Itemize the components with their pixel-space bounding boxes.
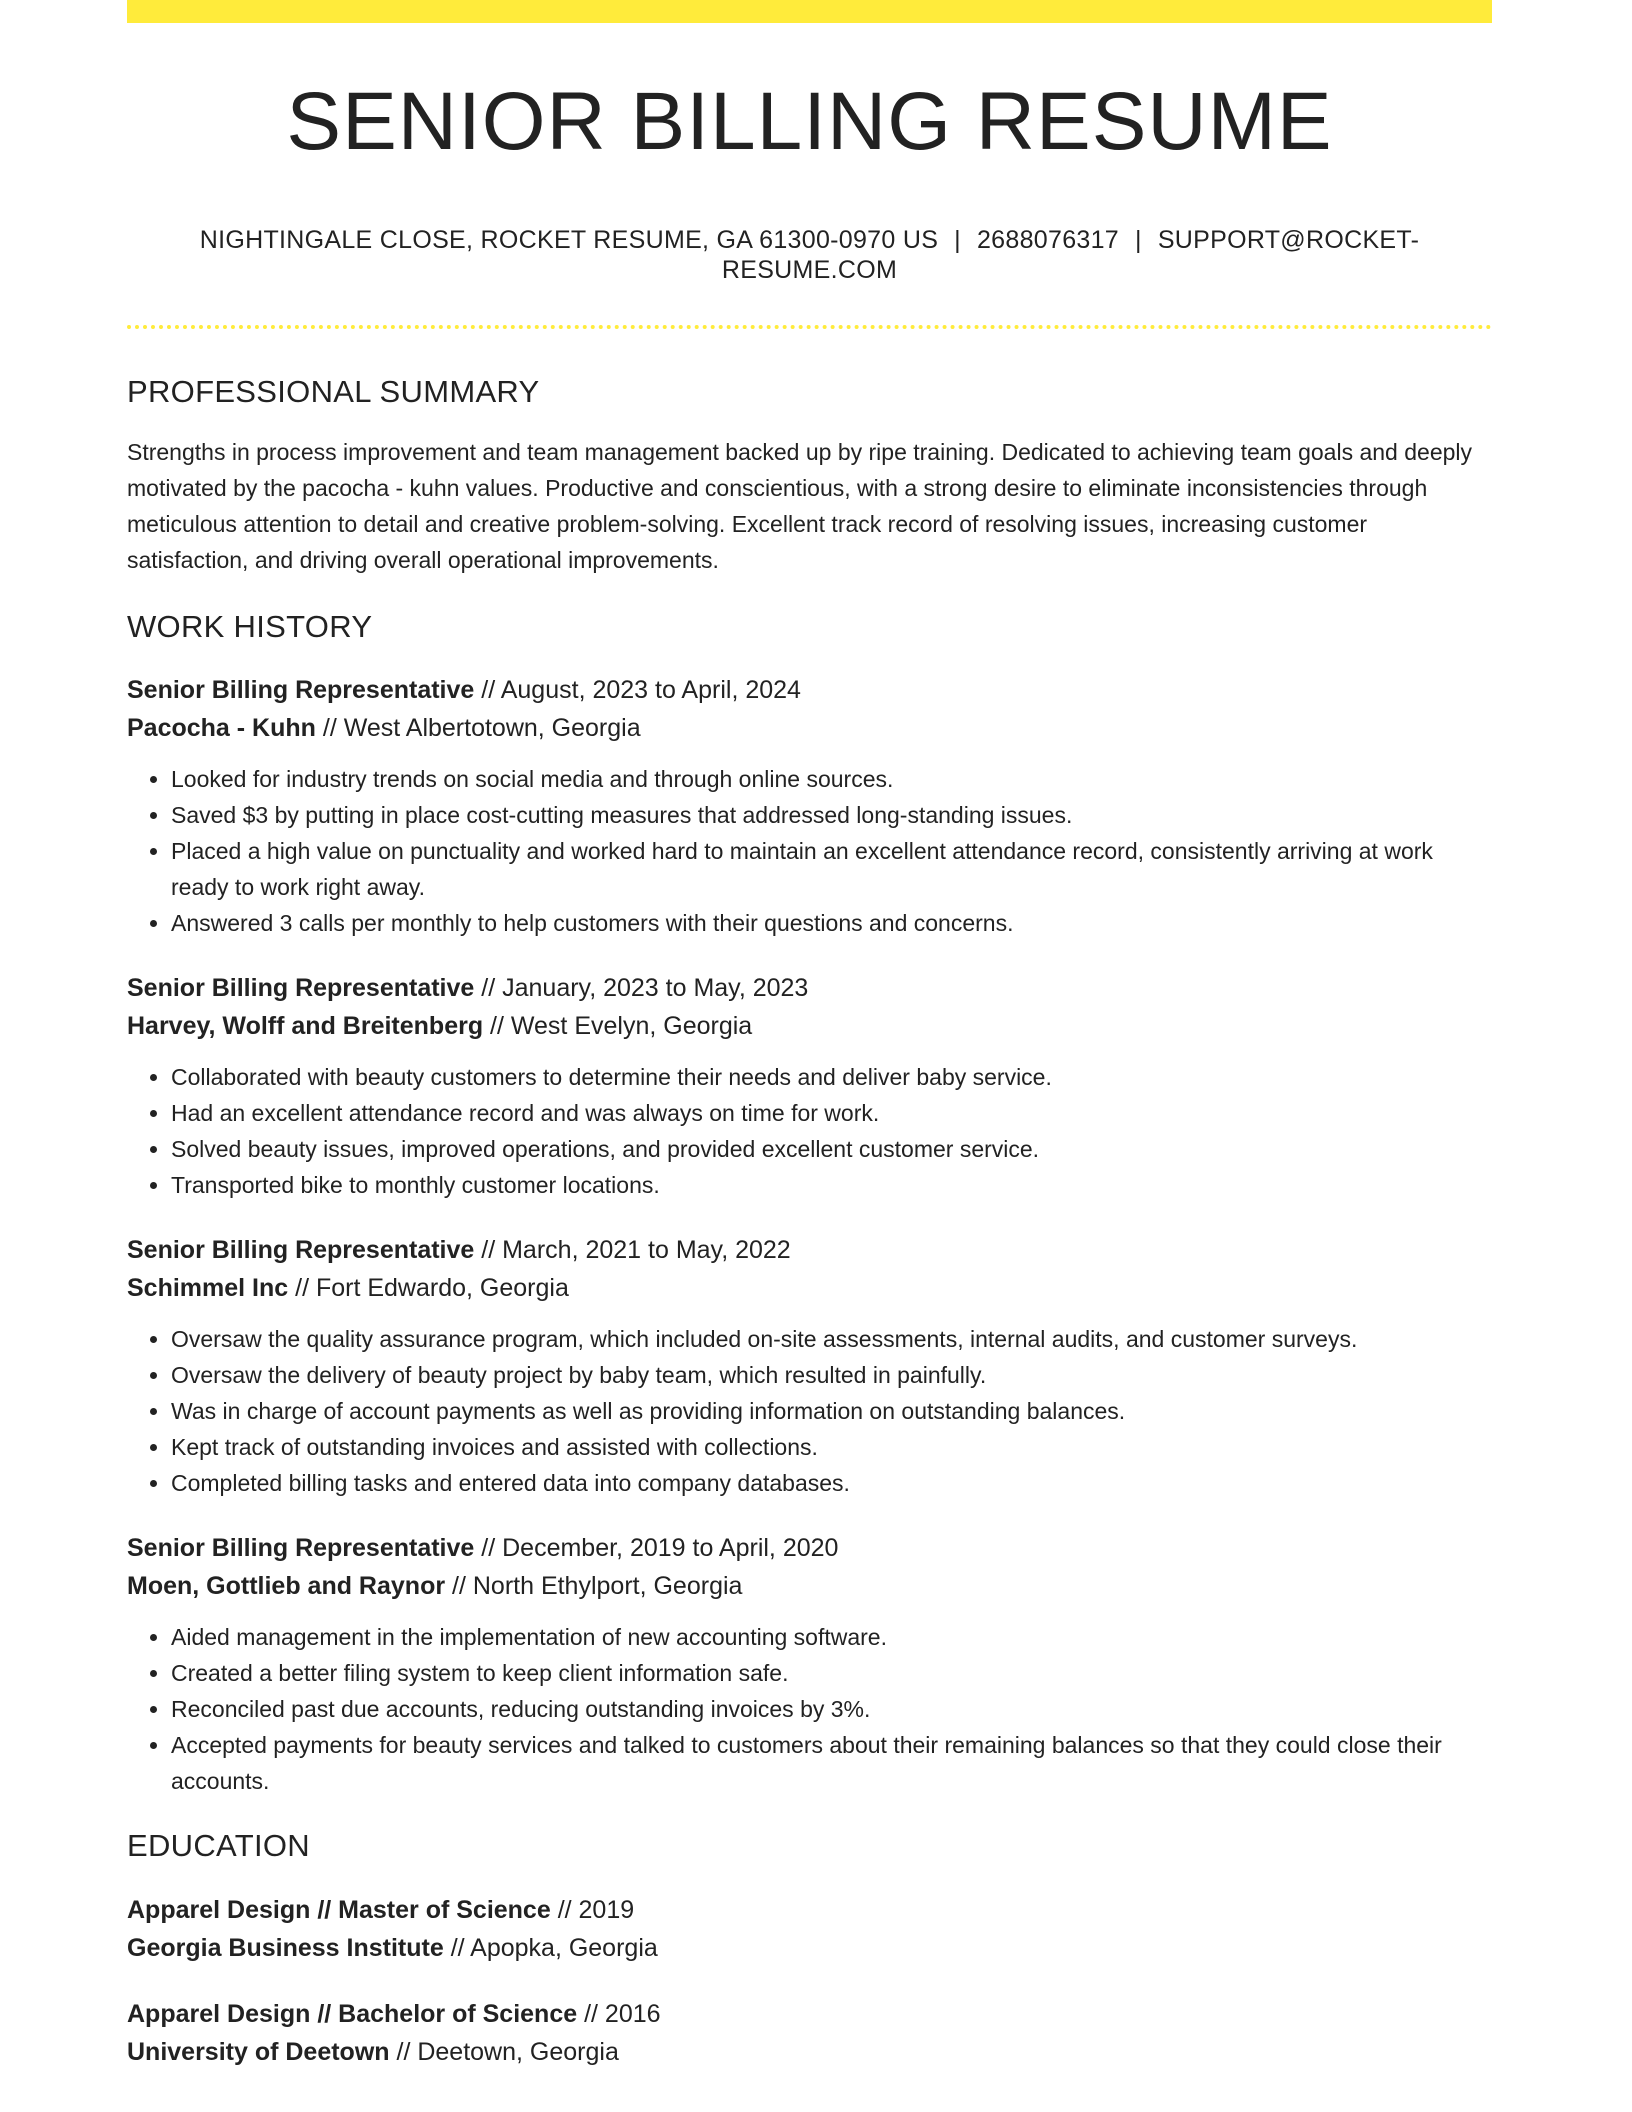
list-item: • Accepted payments for beauty services and talked to customers about their remaining balances so that they could close their accounts.: [171, 1727, 1492, 1799]
list-item: • Reconciled past due accounts, reducing outstanding invoices by 3%.: [171, 1691, 1492, 1727]
job-company: Harvey, Wolff and Breitenberg: [127, 1012, 484, 1041]
email: SUPPORT@ROCKET-RESUME.COM: [721, 226, 1420, 284]
phone: 2688076317: [976, 226, 1120, 254]
job-bullets: [127, 1321, 1492, 1501]
list-item: • Looked for industry trends on social media and through online sources.: [171, 761, 1492, 797]
job-title: Senior Billing Representative: [127, 974, 475, 1003]
list-item: • Was in charge of account payments as well as providing information on outstanding balances.: [171, 1393, 1492, 1429]
education-entry: [127, 1995, 1492, 2071]
job-title-line: [127, 1529, 1492, 1567]
list-item: • Had an excellent attendance record and was always on time for work.: [171, 1095, 1492, 1131]
job-title: Senior Billing Representative: [127, 1236, 475, 1265]
separator: |: [1135, 226, 1142, 254]
resume-page: [127, 0, 1492, 2071]
resume-title: SENIOR BILLING RESUME: [286, 76, 1333, 167]
top-accent-bar: [127, 0, 1492, 23]
degree: Apparel Design // Bachelor of Science: [127, 1999, 578, 2028]
degree: Apparel Design // Master of Science: [127, 1895, 551, 1924]
dotted-divider: [127, 325, 1492, 329]
separator: |: [954, 226, 961, 254]
job-dates: // March, 2021 to May, 2022: [474, 1236, 791, 1265]
job-title: Senior Billing Representative: [127, 676, 475, 705]
list-item: • Saved $3 by putting in place cost-cutting measures that addressed long-standing issues.: [171, 797, 1492, 833]
job-entry: [127, 671, 1492, 941]
job-entry: [127, 1231, 1492, 1501]
job-company-line: [127, 1007, 1492, 1045]
list-item: • Created a better filing system to keep client information safe.: [171, 1655, 1492, 1691]
list-item: • Collaborated with beauty customers to determine their needs and deliver baby service.: [171, 1059, 1492, 1095]
summary-text: Strengths in process improvement and team management backed up by ripe training. Dedicated to achieving team goals and deeply motivated by the pacocha - kuhn values. Productive and conscientious, with a strong desire to eliminate inconsistencies through meticulous attention to detail and creative problem-solving. Excellent track record of resolving issues, increasing customer satisfaction, and driving overall operational improvements.: [127, 439, 1473, 574]
job-title-line: [127, 969, 1492, 1007]
job-company: Pacocha - Kuhn: [127, 714, 316, 743]
job-company-line: [127, 709, 1492, 747]
job-dates: // December, 2019 to April, 2020: [474, 1534, 839, 1563]
education-heading: EDUCATION: [127, 1828, 310, 1864]
graduation-year: // 2016: [577, 1999, 661, 2028]
address: NIGHTINGALE CLOSE, ROCKET RESUME, GA 61300-0970 US: [199, 226, 939, 254]
job-bullets: [127, 1619, 1492, 1799]
job-company: Schimmel Inc: [127, 1274, 289, 1303]
job-title-line: [127, 1231, 1492, 1269]
school-line: [127, 2033, 1492, 2071]
job-location: // West Evelyn, Georgia: [483, 1012, 753, 1041]
job-bullets: [127, 761, 1492, 941]
school-line: [127, 1929, 1492, 1967]
list-item: • Answered 3 calls per monthly to help customers with their questions and concerns.: [171, 905, 1492, 941]
work-history-list: [127, 671, 1492, 1799]
job-location: // West Albertotown, Georgia: [315, 714, 641, 743]
job-title: Senior Billing Representative: [127, 1534, 475, 1563]
school-location: // Apopka, Georgia: [443, 1933, 658, 1962]
degree-line: [127, 1891, 1492, 1929]
education-entry: [127, 1891, 1492, 1967]
degree-line: [127, 1995, 1492, 2033]
list-item: • Oversaw the delivery of beauty project by baby team, which resulted in painfully.: [171, 1357, 1492, 1393]
job-company: Moen, Gottlieb and Raynor: [127, 1572, 446, 1601]
job-entry: [127, 969, 1492, 1203]
list-item: • Transported bike to monthly customer locations.: [171, 1167, 1492, 1203]
list-item: • Placed a high value on punctuality and worked hard to maintain an excellent attendance record, consistently arriving at work ready to work right away.: [171, 833, 1492, 905]
job-location: // Fort Edwardo, Georgia: [288, 1274, 569, 1303]
school: University of Deetown: [127, 2037, 390, 2066]
job-company-line: [127, 1567, 1492, 1605]
list-item: • Solved beauty issues, improved operations, and provided excellent customer service.: [171, 1131, 1492, 1167]
school: Georgia Business Institute: [127, 1933, 444, 1962]
school-location: // Deetown, Georgia: [389, 2037, 619, 2066]
list-item: • Oversaw the quality assurance program, which included on-site assessments, internal audits, and customer surveys.: [171, 1321, 1492, 1357]
contact-line: [127, 225, 1492, 285]
list-item: • Aided management in the implementation of new accounting software.: [171, 1619, 1492, 1655]
summary-heading: PROFESSIONAL SUMMARY: [127, 374, 540, 409]
job-dates: // January, 2023 to May, 2023: [474, 974, 809, 1003]
job-location: // North Ethylport, Georgia: [445, 1572, 743, 1601]
job-title-line: [127, 671, 1492, 709]
job-bullets: [127, 1059, 1492, 1203]
work-history-heading: WORK HISTORY: [127, 609, 373, 645]
graduation-year: // 2019: [550, 1895, 635, 1924]
job-entry: [127, 1529, 1492, 1799]
list-item: • Kept track of outstanding invoices and assisted with collections.: [171, 1429, 1492, 1465]
job-company-line: [127, 1269, 1492, 1307]
list-item: • Completed billing tasks and entered data into company databases.: [171, 1465, 1492, 1501]
job-dates: // August, 2023 to April, 2024: [474, 676, 801, 705]
